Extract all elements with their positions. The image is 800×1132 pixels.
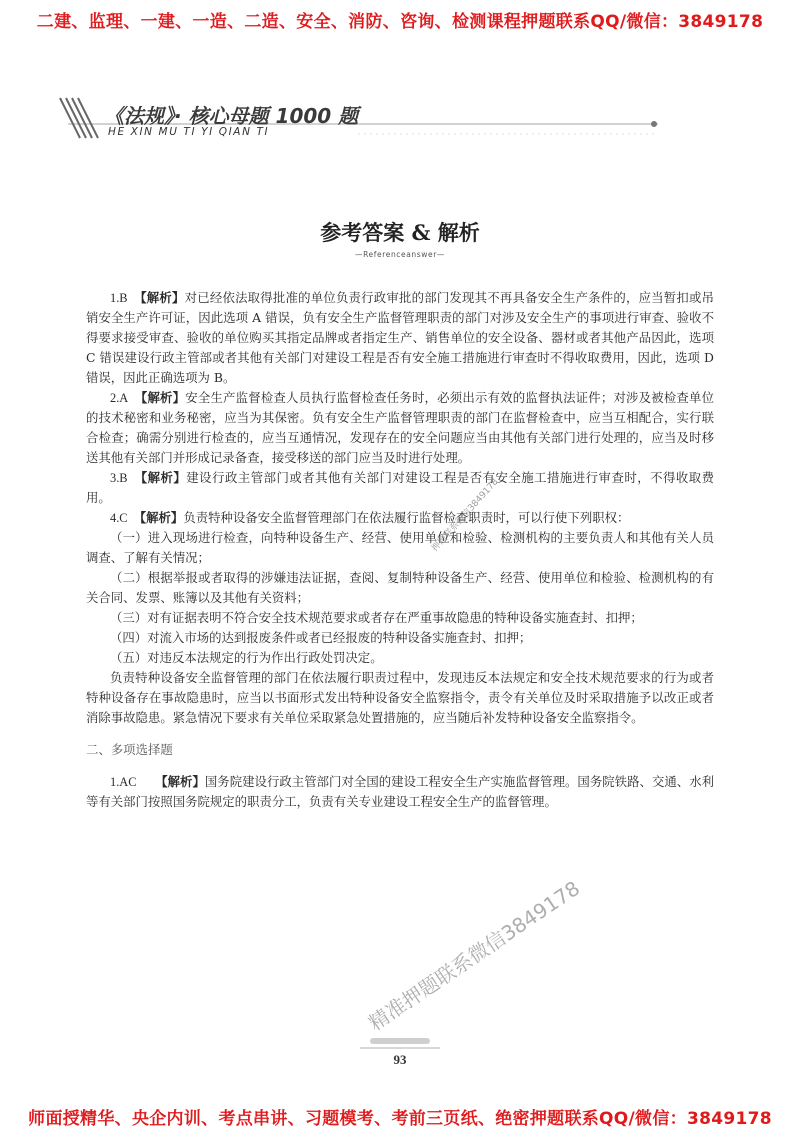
closing-paragraph: 负责特种设备安全监督管理的部门在依法履行职责过程中，发现违反本法规定和安全技术规范要求的行为或者特种设备存在事故隐患时，应当以书面形式发出特种设备安全监察指令，责令有关单位及时采取措施予以改正或者消除事故隐患。紧急情况下要求有关单位采取紧急处置措施的，应当随后补发特种设备安全监察指令。 — [86, 670, 714, 725]
top-promo-banner: 二建、监理、一建、一造、二造、安全、消防、咨询、检测课程押题联系QQ/微信：3849178 — [36, 12, 764, 32]
answer-item — [86, 288, 714, 388]
power-item: （四）对流入市场的达到报废条件或者已经报废的特种设备实施查封、扣押； — [110, 630, 532, 645]
book-header — [58, 94, 658, 154]
answer-number: 3.B — [110, 471, 128, 485]
multi-choice-heading: 二、多项选择题 — [86, 742, 173, 757]
book-subtitle: HE XIN MU TI YI QIAN TI — [108, 126, 270, 138]
bottom-promo-banner: 师面授精华、央企内训、考点串讲、习题模考、考前三页纸、绝密押题联系QQ/微信：3849178 — [28, 1109, 772, 1129]
answer-text: 建设行政主管部门或者其他有关部门对建设工程是否有安全施工措施进行审查时，不得收取费用。 — [86, 470, 715, 505]
answer-number: 1.B — [110, 291, 128, 305]
answer-item — [86, 468, 714, 508]
answer-number: 2.A — [110, 391, 129, 405]
answer-text: 国务院建设行政主管部门对全国的建设工程安全生产实施监督管理。国务院铁路、交通、水利等有关部门按照国务院规定的职责分工，负责有关专业建设工程安全生产的监督管理。 — [86, 774, 715, 809]
answer-text: 安全生产监督检查人员执行监督检查任务时，必须出示有效的监督执法证件；对涉及被检查单位的技术秘密和业务秘密，应当为其保密。负有安全生产监督管理职责的部门在监督检查中，应当互相配合，实行联合检查；确需分别进行检查的，应当互通情况，发现存在的安全问题应当由其他有关部门进行处理的，应当及时移送其他有关部门并形成记录备查，接受移送的部门应当及时进行处理。 — [86, 390, 715, 465]
answer-number: 4.C — [110, 511, 128, 525]
answer-item — [86, 772, 714, 812]
analysis-tag: 【解析】 — [161, 774, 205, 789]
book-title: 《法规》· 核心母题 1000 题 — [104, 104, 359, 128]
answer-item — [86, 388, 714, 468]
power-item: （一）进入现场进行检查，向特种设备生产、经营、使用单位和检验、检测机构的主要负责人和其他有关人员调查、了解有关情况； — [86, 530, 714, 565]
section-title: 参考答案 & 解析 — [320, 220, 480, 245]
answer-item — [86, 508, 714, 528]
analysis-tag: 【解析】 — [141, 390, 186, 405]
analysis-tag: 【解析】 — [139, 510, 184, 525]
power-item: （二）根据举报或者取得的涉嫌违法证据，查阅、复制特种设备生产、经营、使用单位和检验、检测机构的有关合同、发票、账簿以及其他有关资料； — [86, 570, 714, 605]
answer-text: 对已经依法取得批准的单位负责行政审批的部门发现其不再具备安全生产条件的，应当暂扣或吊销安全生产许可证，因此选项 A 错误，负有安全生产监督管理职责的部门对涉及安全生产的事项进行审查、验收不得要求接受审查、验收的单位购买其指定品牌或者指定生产、销售单位的安全设备、器材或者其他产品因此，选项 C 错误建设行政主管部或者其他有关部门对建设工程是否有安全施工措施进行审查时不得收取费用，因此，选项 D 错误，因此正确选项为 B。 — [86, 290, 715, 385]
watermark-large: 精准押题联系微信3849178 — [364, 876, 585, 1036]
section-subtitle: —Referenceanswer— — [354, 250, 446, 259]
power-item: （三）对有证据表明不符合安全技术规范要求或者存在严重事故隐患的特种设备实施查封、扣押； — [110, 610, 643, 625]
analysis-tag: 【解析】 — [140, 470, 187, 485]
answer-text: 负责特种设备安全监督管理部门在依法履行监督检查职责时，可以行使下列职权： — [183, 510, 630, 525]
answer-content — [86, 288, 714, 812]
page-number: 93 — [393, 1052, 407, 1067]
watermark-small: 押题联系微信3849178 — [430, 477, 501, 554]
power-item: （五）对违反本法规定的行为作出行政处罚决定。 — [110, 650, 383, 665]
analysis-tag: 【解析】 — [140, 290, 185, 305]
answer-number: 1.AC — [110, 775, 137, 789]
